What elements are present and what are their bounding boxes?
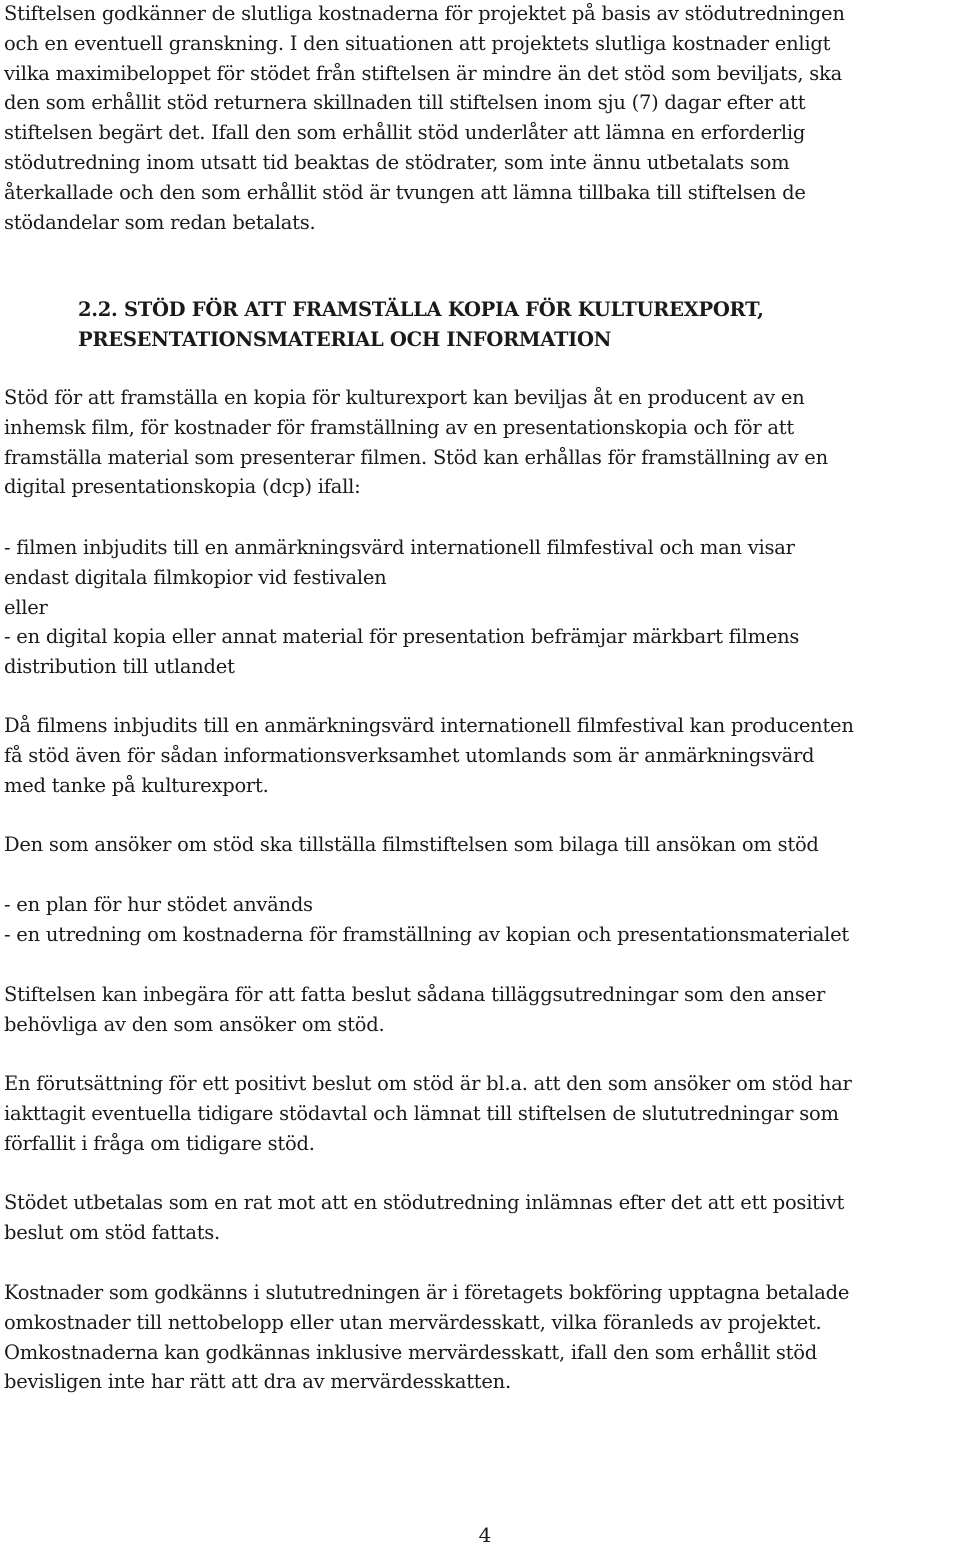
paragraph-approved-costs: Kostnader som godkänns i slututredningen är i företagets bokföring upptagna betalade omkostnader till nettobelopp eller utan mervärdesskatt, vilka föranleds av projektet. Omkostnaderna kan godkännas inklusive mervärdesskatt, ifall den som erhållit stöd bevisligen inte har rätt att dra av mervärdesskatten. <box>4 1281 850 1394</box>
paragraph-attachment-list: - en plan för hur stödet används - en utredning om kostnaderna för framställning av kopian och presentationsmaterialet <box>4 893 849 946</box>
paragraph-conditions-list: - filmen inbjudits till en anmärkningsvärd internationell filmfestival och man visar endast digitala filmkopior vid festivalen eller - en digital kopia eller annat material för presentation befrämjar märkbart filmens distribution till utlandet <box>4 536 800 679</box>
page-number: 4 <box>478 1523 492 1547</box>
intro-paragraph: Stiftelsen godkänner de slutliga kostnaderna för projektet på basis av stödutredningen och en eventuell granskning. I den situationen att projektets slutliga kostnader enligt vilka maximibeloppet för stödet från stiftelsen är mindre än det stöd som beviljats, ska den som erhållit stöd returnera skillnaden till stiftelsen inom sju (7) dagar efter att stiftelsen begärt det. Ifall den som erhållit stöd underlåter att lämna en erforderlig stödutredning inom utsatt tid beaktas de stödrater, som inte ännu utbetalats som återkallade och den som erhållit stöd är tvungen att lämna tillbaka till stiftelsen de stödandelar som redan betalats. <box>4 2 845 234</box>
paragraph-support-description: Stöd för att framställa en kopia för kulturexport kan beviljas åt en producent av en inhemsk film, för kostnader för framställning av en presentationskopia och för att framställa material som presenterar filmen. Stöd kan erhållas för framställning av en digital presentationskopia (dcp) ifall: <box>4 386 828 499</box>
section-heading: 2.2. STÖD FÖR ATT FRAMSTÄLLA KOPIA FÖR KULTUREXPORT, PRESENTATIONSMATERIAL OCH INFORMATION <box>78 298 764 351</box>
paragraph-payment: Stödet utbetalas som en rat mot att en stödutredning inlämnas efter det att ett positivt beslut om stöd fattats. <box>4 1191 845 1244</box>
paragraph-prerequisite: En förutsättning för ett positivt beslut om stöd är bl.a. att den som ansöker om stöd har iakttagit eventuella tidigare stödavtal och lämnat till stiftelsen de slututredningar som förfallit i fråga om tidigare stöd. <box>4 1072 852 1155</box>
paragraph-festival-information: Då filmens inbjudits till en anmärkningsvärd internationell filmfestival kan producenten få stöd även för sådan informationsverksamhet utomlands som är anmärkningsvärd med tanke på kulturexport. <box>4 714 854 797</box>
paragraph-application-attachments: Den som ansöker om stöd ska tillställa filmstiftelsen som bilaga till ansökan om stöd <box>4 833 819 856</box>
paragraph-additional-reports: Stiftelsen kan inbegära för att fatta beslut sådana tilläggsutredningar som den anser behövliga av den som ansöker om stöd. <box>4 983 826 1036</box>
